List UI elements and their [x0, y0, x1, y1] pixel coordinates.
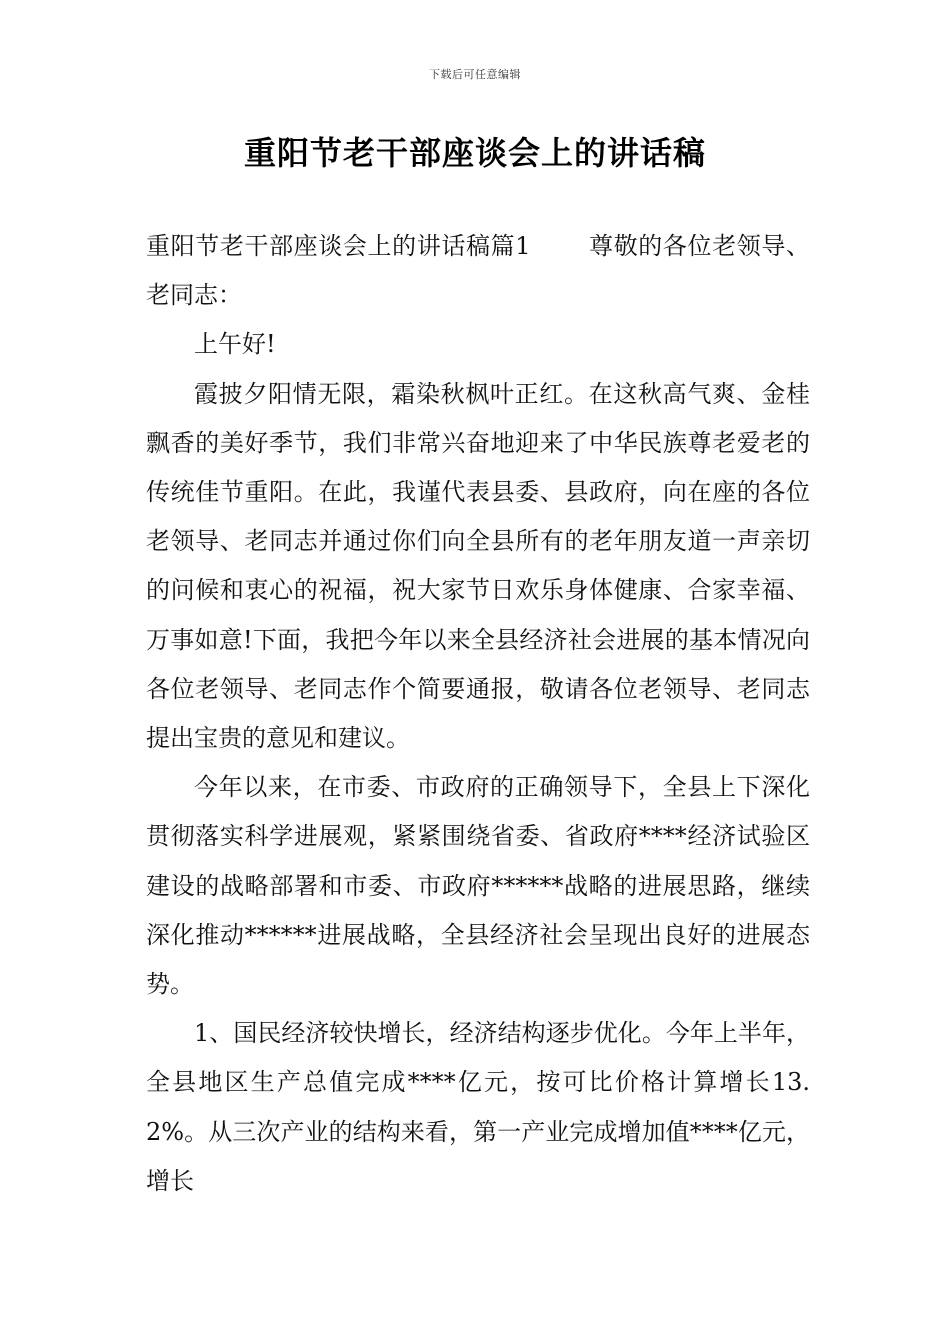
header-note: 下载后可任意编辑	[429, 68, 521, 81]
paragraph: 1、国民经济较快增长，经济结构逐步优化。今年上半年，全县地区生产总值完成****亿元，按可比价格计算增长13.2%。从三次产业的结构来看，第一产业完成增加值****亿元，增长	[146, 1019, 810, 1195]
salutation: 尊敬的各位老领导、老同志：	[146, 232, 810, 310]
opening-paragraph	[146, 222, 810, 320]
section-heading: 重阳节老干部座谈会上的讲话稿篇1	[146, 232, 531, 260]
paragraph: 霞披夕阳情无限，霜染秋枫叶正红。在这秋高气爽、金桂飘香的美好季节，我们非常兴奋地迎来了中华民族尊老爱老的传统佳节重阳。在此，我谨代表县委、县政府，向在座的各位老领导、老同志并通过你们向全县所有的老年朋友道一声亲切的问候和衷心的祝福，祝大家节日欢乐身体健康、合家幸福、万事如意!下面，我把今年以来全县经济社会进展的基本情况向各位老领导、老同志作个简要通报，敬请各位老领导、老同志提出宝贵的意见和建议。	[146, 379, 810, 753]
document-body	[146, 222, 810, 1206]
paragraph: 今年以来，在市委、市政府的正确领导下，全县上下深化贯彻落实科学进展观，紧紧围绕省委、省政府****经济试验区建设的战略部署和市委、市政府******战略的进展思路，继续深化推动******进展战略，全县经济社会呈现出良好的进展态势。	[146, 773, 810, 999]
document-title: 重阳节老干部座谈会上的讲话稿	[243, 134, 706, 172]
paragraph: 上午好!	[194, 330, 276, 359]
